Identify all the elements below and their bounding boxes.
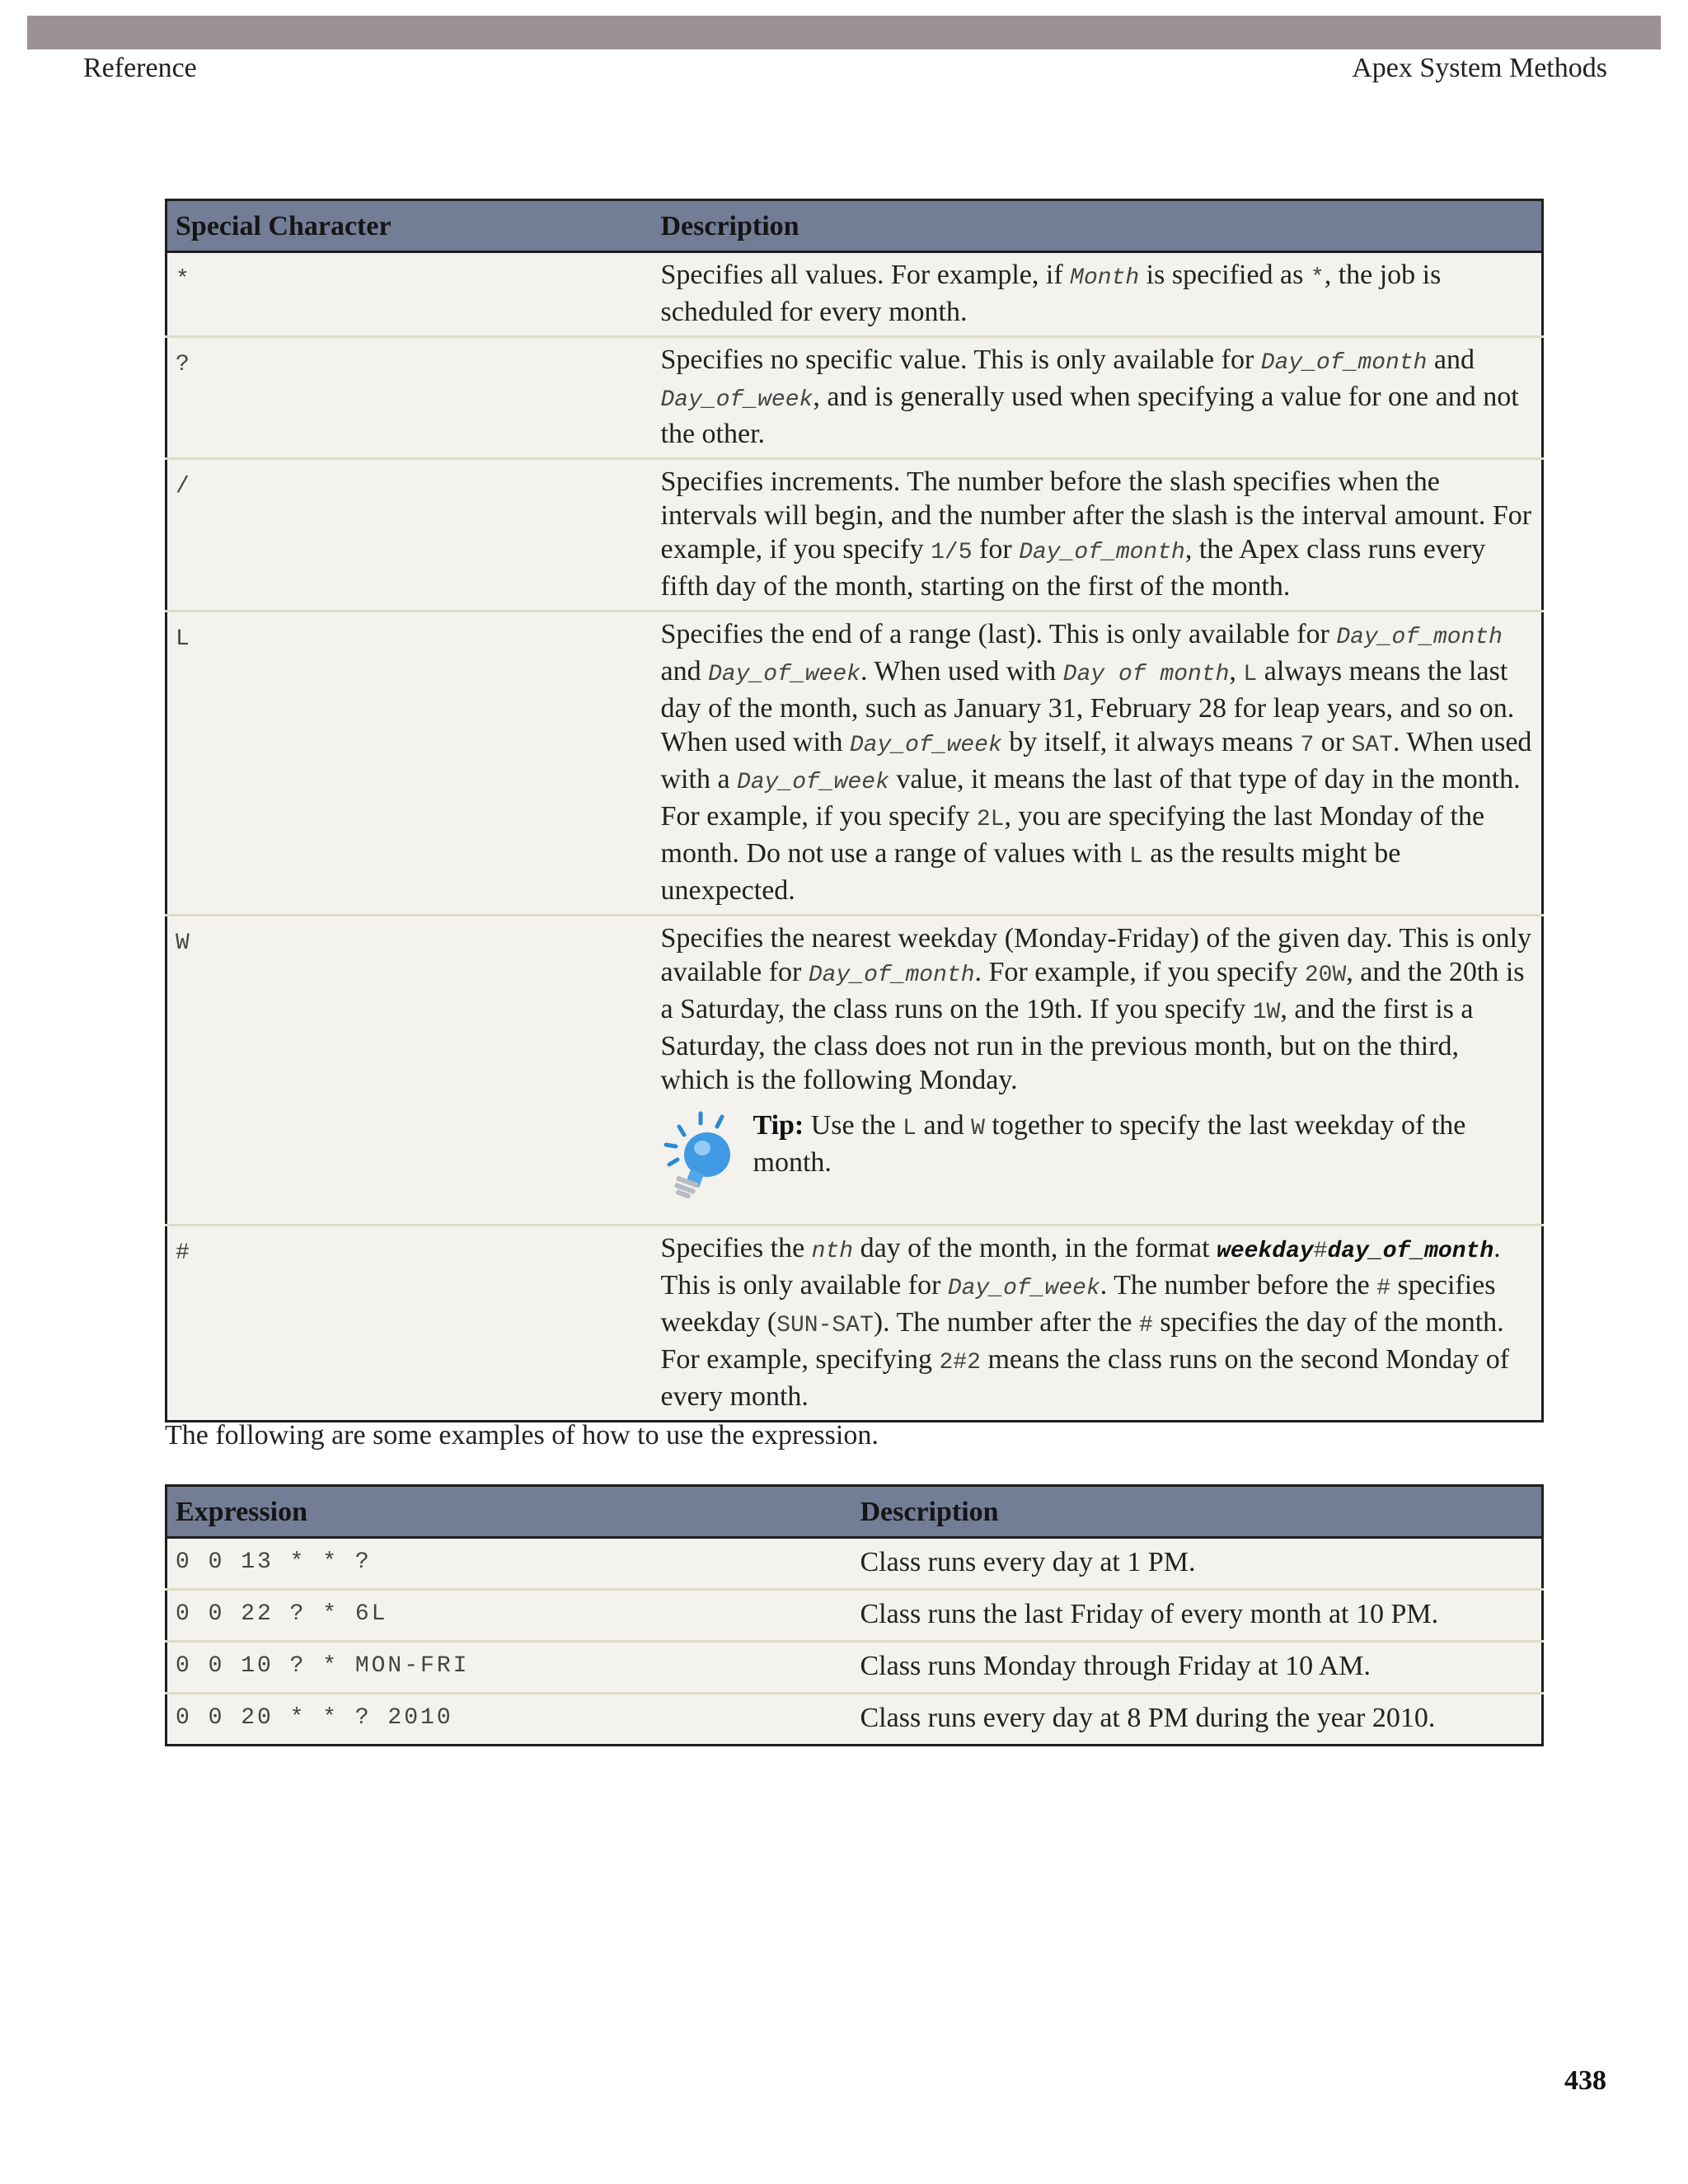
text-run: Day_of_week bbox=[737, 770, 889, 795]
text-run: 1/5 bbox=[931, 540, 973, 565]
expression-cell: 0 0 20 * * ? 2010 bbox=[166, 1694, 852, 1746]
text-run: and bbox=[916, 1110, 972, 1141]
text-run: ). The number after the bbox=[873, 1307, 1140, 1338]
text-run: , the job is scheduled for every month. bbox=[660, 260, 1442, 327]
table-row bbox=[166, 1642, 1543, 1694]
text-run: # bbox=[1139, 1313, 1153, 1338]
text-run: Day_of_month bbox=[808, 963, 975, 988]
text-run: weekday bbox=[1217, 1239, 1314, 1264]
text-run: Specifies the nearest weekday (Monday-Friday) of the given day. This is only available for bbox=[660, 923, 1532, 987]
table-row bbox=[166, 1538, 1543, 1590]
text-run: Day_of_month bbox=[1336, 625, 1503, 650]
column-header-special-character: Special Character bbox=[166, 200, 653, 252]
text-run: , you are specifying the last Monday of the month. Do not use a range of values with bbox=[660, 801, 1485, 869]
description-text bbox=[661, 465, 1534, 603]
table-row bbox=[166, 1226, 1543, 1422]
expression-cell: 0 0 22 ? * 6L bbox=[166, 1590, 852, 1642]
text-run: W bbox=[971, 1116, 985, 1141]
text-run: Day of month bbox=[1062, 662, 1230, 687]
text-run: , bbox=[1229, 656, 1244, 687]
text-run: 2L bbox=[976, 807, 1005, 832]
description-text bbox=[661, 343, 1534, 451]
text-run: Use the bbox=[804, 1110, 903, 1141]
description-cell bbox=[653, 252, 1543, 337]
text-run: , the Apex class runs every fifth day of the month, starting on the first of the month. bbox=[660, 534, 1486, 602]
text-run: . The number before the bbox=[1100, 1270, 1377, 1301]
text-run: SAT bbox=[1351, 733, 1394, 758]
text-run: . For example, if you specify bbox=[974, 957, 1305, 987]
column-header-description: Description bbox=[852, 1486, 1543, 1538]
text-run: Day_of_week bbox=[660, 387, 814, 413]
text-run: Day_of_month bbox=[1019, 540, 1185, 565]
text-run: Day_of_month bbox=[1260, 350, 1428, 376]
table-row bbox=[166, 459, 1543, 612]
text-run: . When used with bbox=[860, 656, 1063, 687]
table-header-row bbox=[166, 1486, 1543, 1538]
special-character-cell: ? bbox=[166, 337, 653, 459]
text-run: as the results might be unexpected. bbox=[660, 838, 1401, 906]
table-row bbox=[166, 1694, 1543, 1746]
text-run: always means the last day of the month, such as January 31, February 28 for leap years, and so on. When used with bbox=[660, 656, 1515, 757]
intro-paragraph: The following are some examples of how to use the expression. bbox=[165, 1420, 879, 1451]
text-run: SUN-SAT bbox=[776, 1313, 874, 1338]
text-run: Specifies no specific value. This is only available for bbox=[660, 344, 1261, 375]
special-character-cell: / bbox=[166, 459, 653, 612]
special-character-cell: L bbox=[166, 612, 653, 916]
section-title: Reference bbox=[83, 53, 197, 83]
text-run: , and the 20th is a Saturday, the class runs on the 19th. If you specify bbox=[660, 957, 1525, 1024]
description-cell bbox=[653, 916, 1543, 1226]
description-cell bbox=[653, 1226, 1543, 1422]
text-run: Specifies the end of a range (last). This is only available for bbox=[660, 619, 1337, 649]
text-run: for bbox=[972, 534, 1020, 565]
description-cell bbox=[653, 459, 1543, 612]
column-header-expression: Expression bbox=[166, 1486, 852, 1538]
description-cell: Class runs Monday through Friday at 10 AM. bbox=[852, 1642, 1543, 1694]
page-number: 438 bbox=[1564, 2065, 1606, 2096]
text-run: 1W bbox=[1252, 1000, 1281, 1025]
description-text bbox=[661, 617, 1534, 907]
column-header-description: Description bbox=[653, 200, 1543, 252]
text-run: or bbox=[1314, 727, 1352, 757]
text-run: Specifies all values. For example, if bbox=[660, 260, 1071, 290]
text-run: L bbox=[1243, 662, 1258, 687]
text-run: , and is generally used when specifying a value for one and not the other. bbox=[660, 382, 1519, 449]
table-header-row bbox=[166, 200, 1543, 252]
description-cell: Class runs every day at 8 PM during the year 2010. bbox=[852, 1694, 1543, 1746]
description-cell: Class runs every day at 1 PM. bbox=[852, 1538, 1543, 1590]
text-run: specifies the day of the month. For example, specifying bbox=[660, 1307, 1504, 1375]
expression-cell: 0 0 13 * * ? bbox=[166, 1538, 852, 1590]
text-run: day of the month, in the format bbox=[853, 1233, 1217, 1263]
tip-callout bbox=[661, 1108, 1534, 1199]
text-run: value, it means the last of that type of day in the month. For example, if you specify bbox=[660, 764, 1521, 832]
text-run: together to specify the last weekday of the month. bbox=[753, 1110, 1466, 1178]
text-run: , and the first is a Saturday, the class does not run in the previous month, but on the third, which is the following Monday. bbox=[660, 994, 1474, 1095]
text-run: Day_of_week bbox=[849, 733, 1002, 758]
table-row bbox=[166, 337, 1543, 459]
page-header-bar bbox=[27, 16, 1661, 49]
text-run: L bbox=[903, 1116, 917, 1141]
special-characters-table bbox=[165, 199, 1544, 1422]
text-run: # bbox=[1376, 1276, 1391, 1301]
special-character-cell: # bbox=[166, 1226, 653, 1422]
text-run: means the class runs on the second Monday of every month. bbox=[660, 1344, 1510, 1412]
table-row bbox=[166, 916, 1543, 1226]
text-run: Day_of_week bbox=[947, 1276, 1100, 1301]
text-run: Specifies increments. The number before the slash specifies when the intervals will begin, and the number after the slash is the interval amount. For example, if you specify bbox=[660, 466, 1532, 565]
description-text bbox=[661, 921, 1534, 1097]
text-run: # bbox=[1313, 1239, 1328, 1264]
text-run: Day_of_week bbox=[708, 662, 860, 687]
description-text bbox=[661, 1231, 1534, 1413]
description-text bbox=[661, 258, 1534, 329]
expression-examples-table bbox=[165, 1484, 1544, 1746]
text-run: is specified as bbox=[1139, 260, 1311, 290]
table-row bbox=[166, 1590, 1543, 1642]
special-character-cell: * bbox=[166, 252, 653, 337]
text-run: by itself, it always means bbox=[1001, 727, 1301, 757]
text-run: specifies weekday ( bbox=[660, 1270, 1496, 1338]
lightbulb-icon bbox=[661, 1108, 743, 1199]
description-cell bbox=[653, 612, 1543, 916]
text-run: Specifies the bbox=[660, 1233, 812, 1263]
table-row bbox=[166, 612, 1543, 916]
expression-cell: 0 0 10 ? * MON-FRI bbox=[166, 1642, 852, 1694]
text-run: nth bbox=[811, 1239, 854, 1264]
special-character-cell: W bbox=[166, 916, 653, 1226]
text-run: and bbox=[1427, 344, 1475, 375]
text-run: 7 bbox=[1300, 733, 1315, 758]
tip-text bbox=[753, 1108, 1534, 1179]
text-run: . When used with a bbox=[660, 727, 1532, 794]
text-run: 2#2 bbox=[939, 1350, 981, 1376]
text-run: and bbox=[660, 656, 709, 687]
table-row bbox=[166, 252, 1543, 337]
text-run: day_of_month bbox=[1327, 1239, 1494, 1264]
text-run: * bbox=[1310, 265, 1325, 291]
text-run: 20W bbox=[1304, 963, 1347, 988]
text-run: . This is only available for bbox=[660, 1233, 1501, 1301]
text-run: L bbox=[1128, 844, 1143, 869]
text-run: Tip: bbox=[753, 1110, 804, 1141]
chapter-title: Apex System Methods bbox=[1352, 53, 1607, 83]
description-cell: Class runs the last Friday of every month at 10 PM. bbox=[852, 1590, 1543, 1642]
text-run: Month bbox=[1070, 265, 1140, 291]
description-cell bbox=[653, 337, 1543, 459]
